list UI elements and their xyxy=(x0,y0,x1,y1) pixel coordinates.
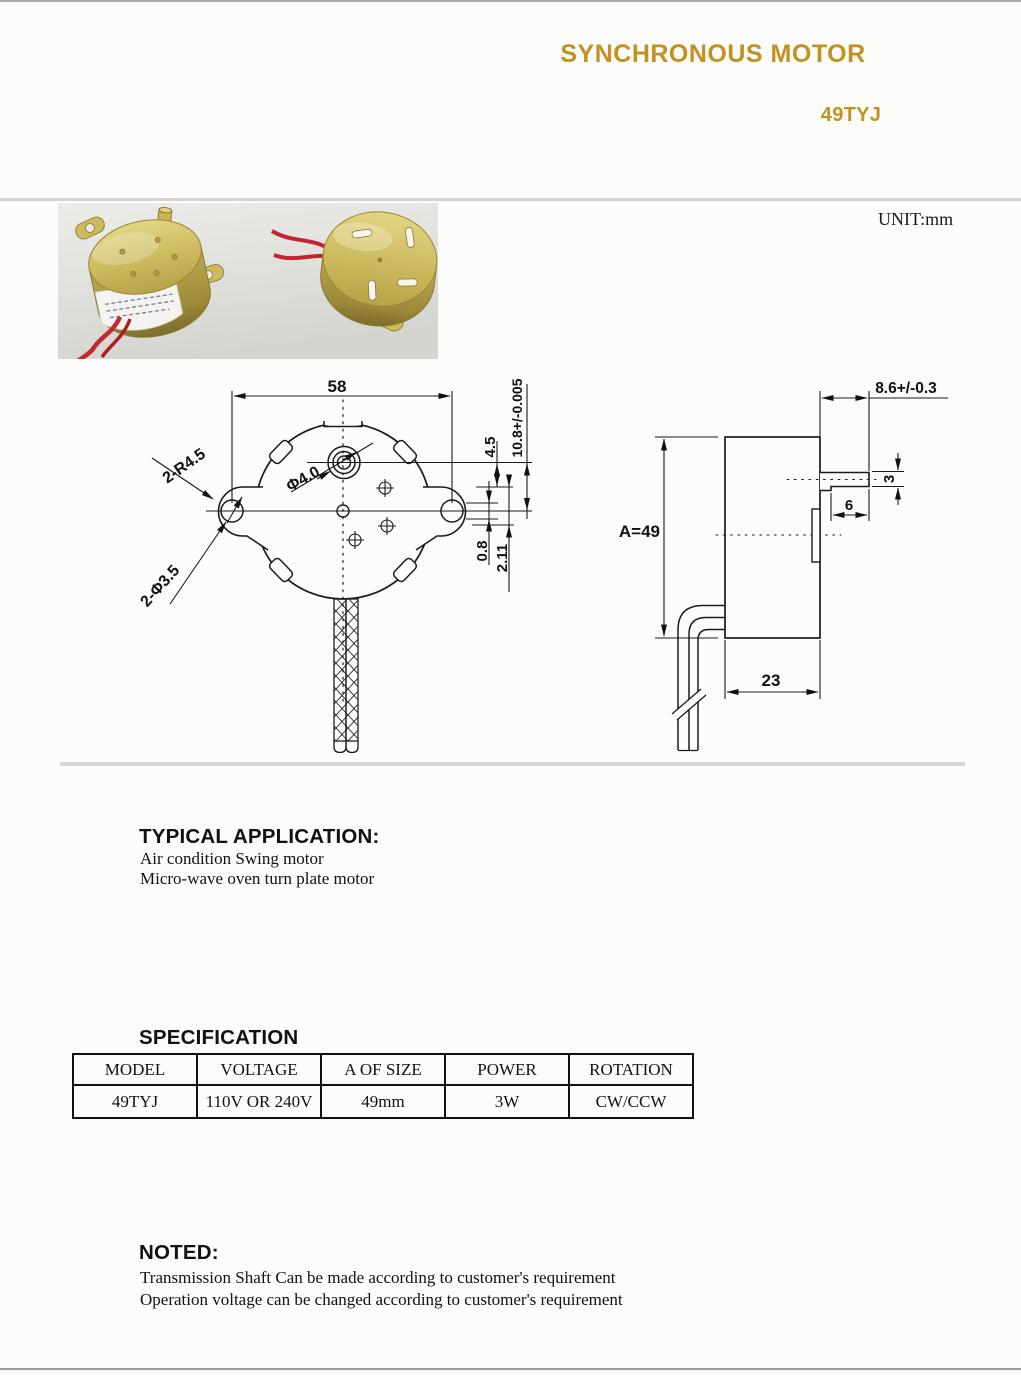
unit-label: UNIT:mm xyxy=(878,209,954,229)
noted-heading: NOTED: xyxy=(139,1241,219,1264)
noted-text xyxy=(140,1267,623,1311)
header-divider xyxy=(0,198,1021,201)
front-view-dimensions xyxy=(137,377,525,610)
cell-a-of-size: 49mm xyxy=(321,1085,445,1118)
col-header-voltage: VOLTAGE xyxy=(197,1054,321,1085)
dim-45: 4.5 xyxy=(482,436,499,458)
table-row xyxy=(73,1085,693,1118)
cell-rotation: CW/CCW xyxy=(569,1085,693,1118)
dim-3: 3 xyxy=(881,474,898,484)
dim-23: 23 xyxy=(761,671,781,690)
typical-application-text xyxy=(140,849,374,889)
specification-heading: SPECIFICATION xyxy=(139,1026,299,1049)
dim-a49: A=49 xyxy=(618,522,660,541)
table-header-row xyxy=(73,1054,693,1085)
side-view xyxy=(655,391,948,751)
page-title: SYNCHRONOUS MOTOR xyxy=(560,40,866,68)
top-rule xyxy=(0,0,1021,2)
noted-line: Operation voltage can be changed according to customer's requirement xyxy=(140,1290,623,1309)
dim-2phi35: 2-Φ3.5 xyxy=(137,562,184,611)
dim-6: 6 xyxy=(844,497,854,514)
dim-108: 10.8+/-0.005 xyxy=(509,378,525,458)
rivet-marks xyxy=(346,479,396,549)
cell-model: 49TYJ xyxy=(73,1085,197,1118)
col-header-model: MODEL xyxy=(73,1054,197,1085)
application-line: Air condition Swing motor xyxy=(140,849,324,868)
col-header-power: POWER xyxy=(445,1054,569,1085)
dimension-drawing xyxy=(50,372,970,764)
drawing-divider xyxy=(60,762,965,766)
dim-phi40: Φ4.0 xyxy=(283,463,323,496)
typical-application-heading: TYPICAL APPLICATION: xyxy=(139,825,380,848)
col-header-a-of-size: A OF SIZE xyxy=(321,1054,445,1085)
col-header-rotation: ROTATION xyxy=(569,1054,693,1085)
model-number: 49TYJ xyxy=(820,104,882,126)
noted-line: Transmission Shaft Can be made according to customer's requirement xyxy=(140,1268,616,1287)
cell-voltage: 110V OR 240V xyxy=(197,1085,321,1118)
product-photo xyxy=(58,203,438,359)
dim-2r45: 2-R4.5 xyxy=(159,445,209,488)
dim-86: 8.6+/-0.3 xyxy=(875,380,937,397)
dim-58: 58 xyxy=(327,377,347,396)
specification-table xyxy=(72,1053,694,1119)
dim-08: 0.8 xyxy=(474,540,491,562)
cell-power: 3W xyxy=(445,1085,569,1118)
application-line: Micro-wave oven turn plate motor xyxy=(140,869,375,888)
bottom-rule xyxy=(0,1368,1021,1370)
motor-wires-side xyxy=(672,606,725,751)
dim-211: 2.11 xyxy=(494,543,511,573)
front-view xyxy=(152,384,532,753)
motor-wires-front xyxy=(334,599,358,753)
technical-drawing xyxy=(50,372,970,764)
motor-photo-image xyxy=(58,203,438,359)
